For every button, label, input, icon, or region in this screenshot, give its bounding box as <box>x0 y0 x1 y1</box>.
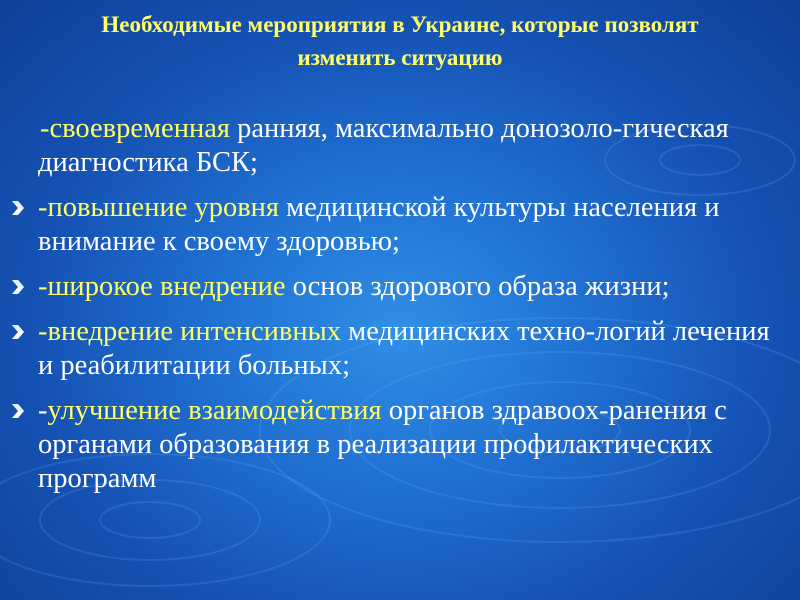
chevron-arrow-bullet-icon <box>8 396 28 426</box>
bullet-list <box>6 112 786 507</box>
item-text: основ здорового образа жизни; <box>285 271 670 302</box>
item-highlight: -своевременная <box>40 113 230 144</box>
chevron-arrow-bullet-icon <box>8 193 28 223</box>
item-text: медицинской культуры населения и внимание к своему здоровью; <box>38 192 720 257</box>
item-highlight: -широкое внедрение <box>38 271 286 302</box>
item-text: медицинских техно-логий лечения и реабилитации больных; <box>38 316 770 381</box>
list-item <box>6 112 786 180</box>
item-highlight: -повышение уровня <box>38 192 280 223</box>
item-prefix: - <box>38 395 48 426</box>
item-highlight: -внедрение интенсивных <box>38 316 342 347</box>
chevron-arrow-bullet-icon <box>8 272 28 302</box>
list-item <box>6 394 786 496</box>
item-text: органов здравоох-ранения с органами образования в реализации профилактических программ <box>38 395 727 494</box>
slide-title: Необходимые мероприятия в Украине, которые позволят изменить ситуацию <box>101 12 699 70</box>
list-item <box>6 191 786 259</box>
item-text: ранняя, максимально донозоло-гическая диагностика БСК; <box>38 113 729 178</box>
chevron-arrow-bullet-icon <box>8 317 28 347</box>
list-item <box>6 315 786 383</box>
list-item <box>6 270 786 304</box>
item-highlight: улучшение взаимодействия <box>47 395 382 426</box>
